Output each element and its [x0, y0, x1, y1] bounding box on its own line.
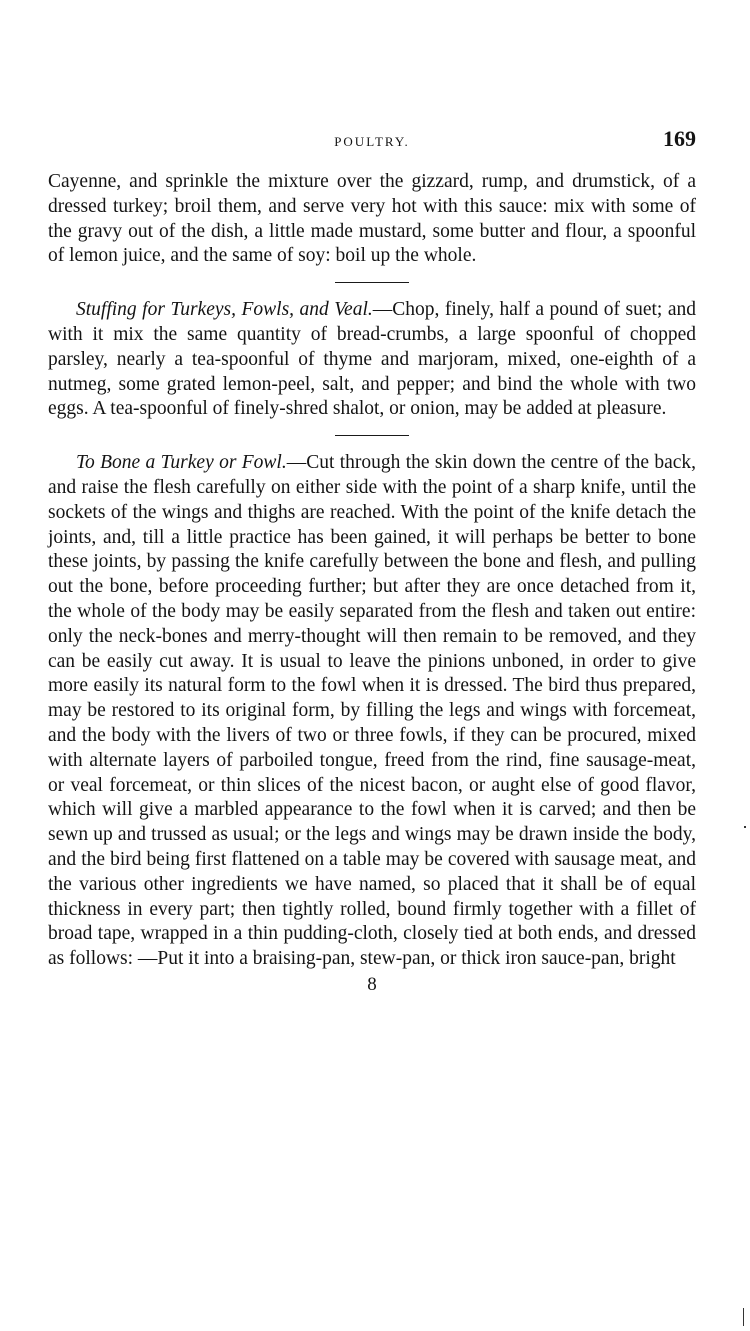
paragraph-text: —Cut through the skin down the centre of the back, and raise the flesh carefully on either side with the point of a sharp knife, until the sockets of the wings and thighs are reached. With the point of the knife detach the joints, and, till a little practice has been gained, it will perhaps be better to bone these joints, by passing the knife carefully between the bone and flesh, and pulling out the bone, before proceeding further; but after they are once detached from it, the whole of the body may be easily separated from the flesh and taken out entire: only the neck-bones and merry-thought will then remain to be removed, and they can be easily cut away. It is usual to leave the pinions unboned, in order to give more easily its natural form to the fowl when it is dressed. The bird thus prepared, may be restored to its original form, by filling the legs and wings with forcemeat, and the body with the livers of two or three fowls, if they can be procured, mixed with alternate layers of parboiled tongue, freed from the rind, fine sausage-meat, or veal forcemeat, or thin slices of the nicest bacon, or aught else of good flavor, which will give a marbled appearance to the fowl when it is carved; and then be sewn up and trussed as usual; or the legs and wings may be drawn inside the body, and the bird being first flattened on a table may be covered with sausage meat, and the various other ingredients we have named, so placed that it shall be of equal thickness in every part; then tightly rolled, bound firmly together with a fillet of broad tape, wrapped in a thin pudding-cloth, closely tied at both ends, and dressed as follows: —Put it into a braising-pan, stew-pan, or thick iron sauce-pan, bright [48, 452, 697, 970]
section-rule [335, 435, 409, 436]
paragraph-bone-turkey [48, 451, 696, 972]
paragraph-text: Cayenne, and sprinkle the mixture over the gizzard, rump, and drumstick, of a dressed turkey; broil them, and serve very hot with this sauce: mix with some of the gravy out of the dish, a little made mustard, some butter and flour, a spoonful of lemon juice, and the same of soy: boil up the whole. [48, 171, 696, 267]
recipe-title: Stuffing for Turkeys, Fowls, and Veal. [76, 299, 373, 321]
book-page [48, 118, 696, 996]
margin-line [743, 1308, 744, 1326]
margin-speck [744, 826, 746, 828]
running-title: POULTRY. [334, 134, 410, 149]
paragraph-stuffing [48, 298, 696, 422]
running-head [48, 118, 696, 156]
paragraph-text: —Chop, finely, half a pound of suet; and with it mix the same quantity of bread-crumbs, a large spoonful of chopped parsley, nearly a tea-spoonful of thyme and marjoram, mixed, one-eighth of a nutmeg, some grated lemon-peel, salt, and pepper; and bind the whole with two eggs. A tea-spoonful of finely-shred shalot, or onion, may be added at pleasure. [48, 299, 696, 420]
paragraph-continued [48, 170, 696, 269]
signature-mark: 8 [367, 973, 377, 995]
recipe-title: To Bone a Turkey or Fowl. [76, 452, 287, 474]
section-rule [335, 282, 409, 283]
page-number: 169 [663, 126, 696, 151]
